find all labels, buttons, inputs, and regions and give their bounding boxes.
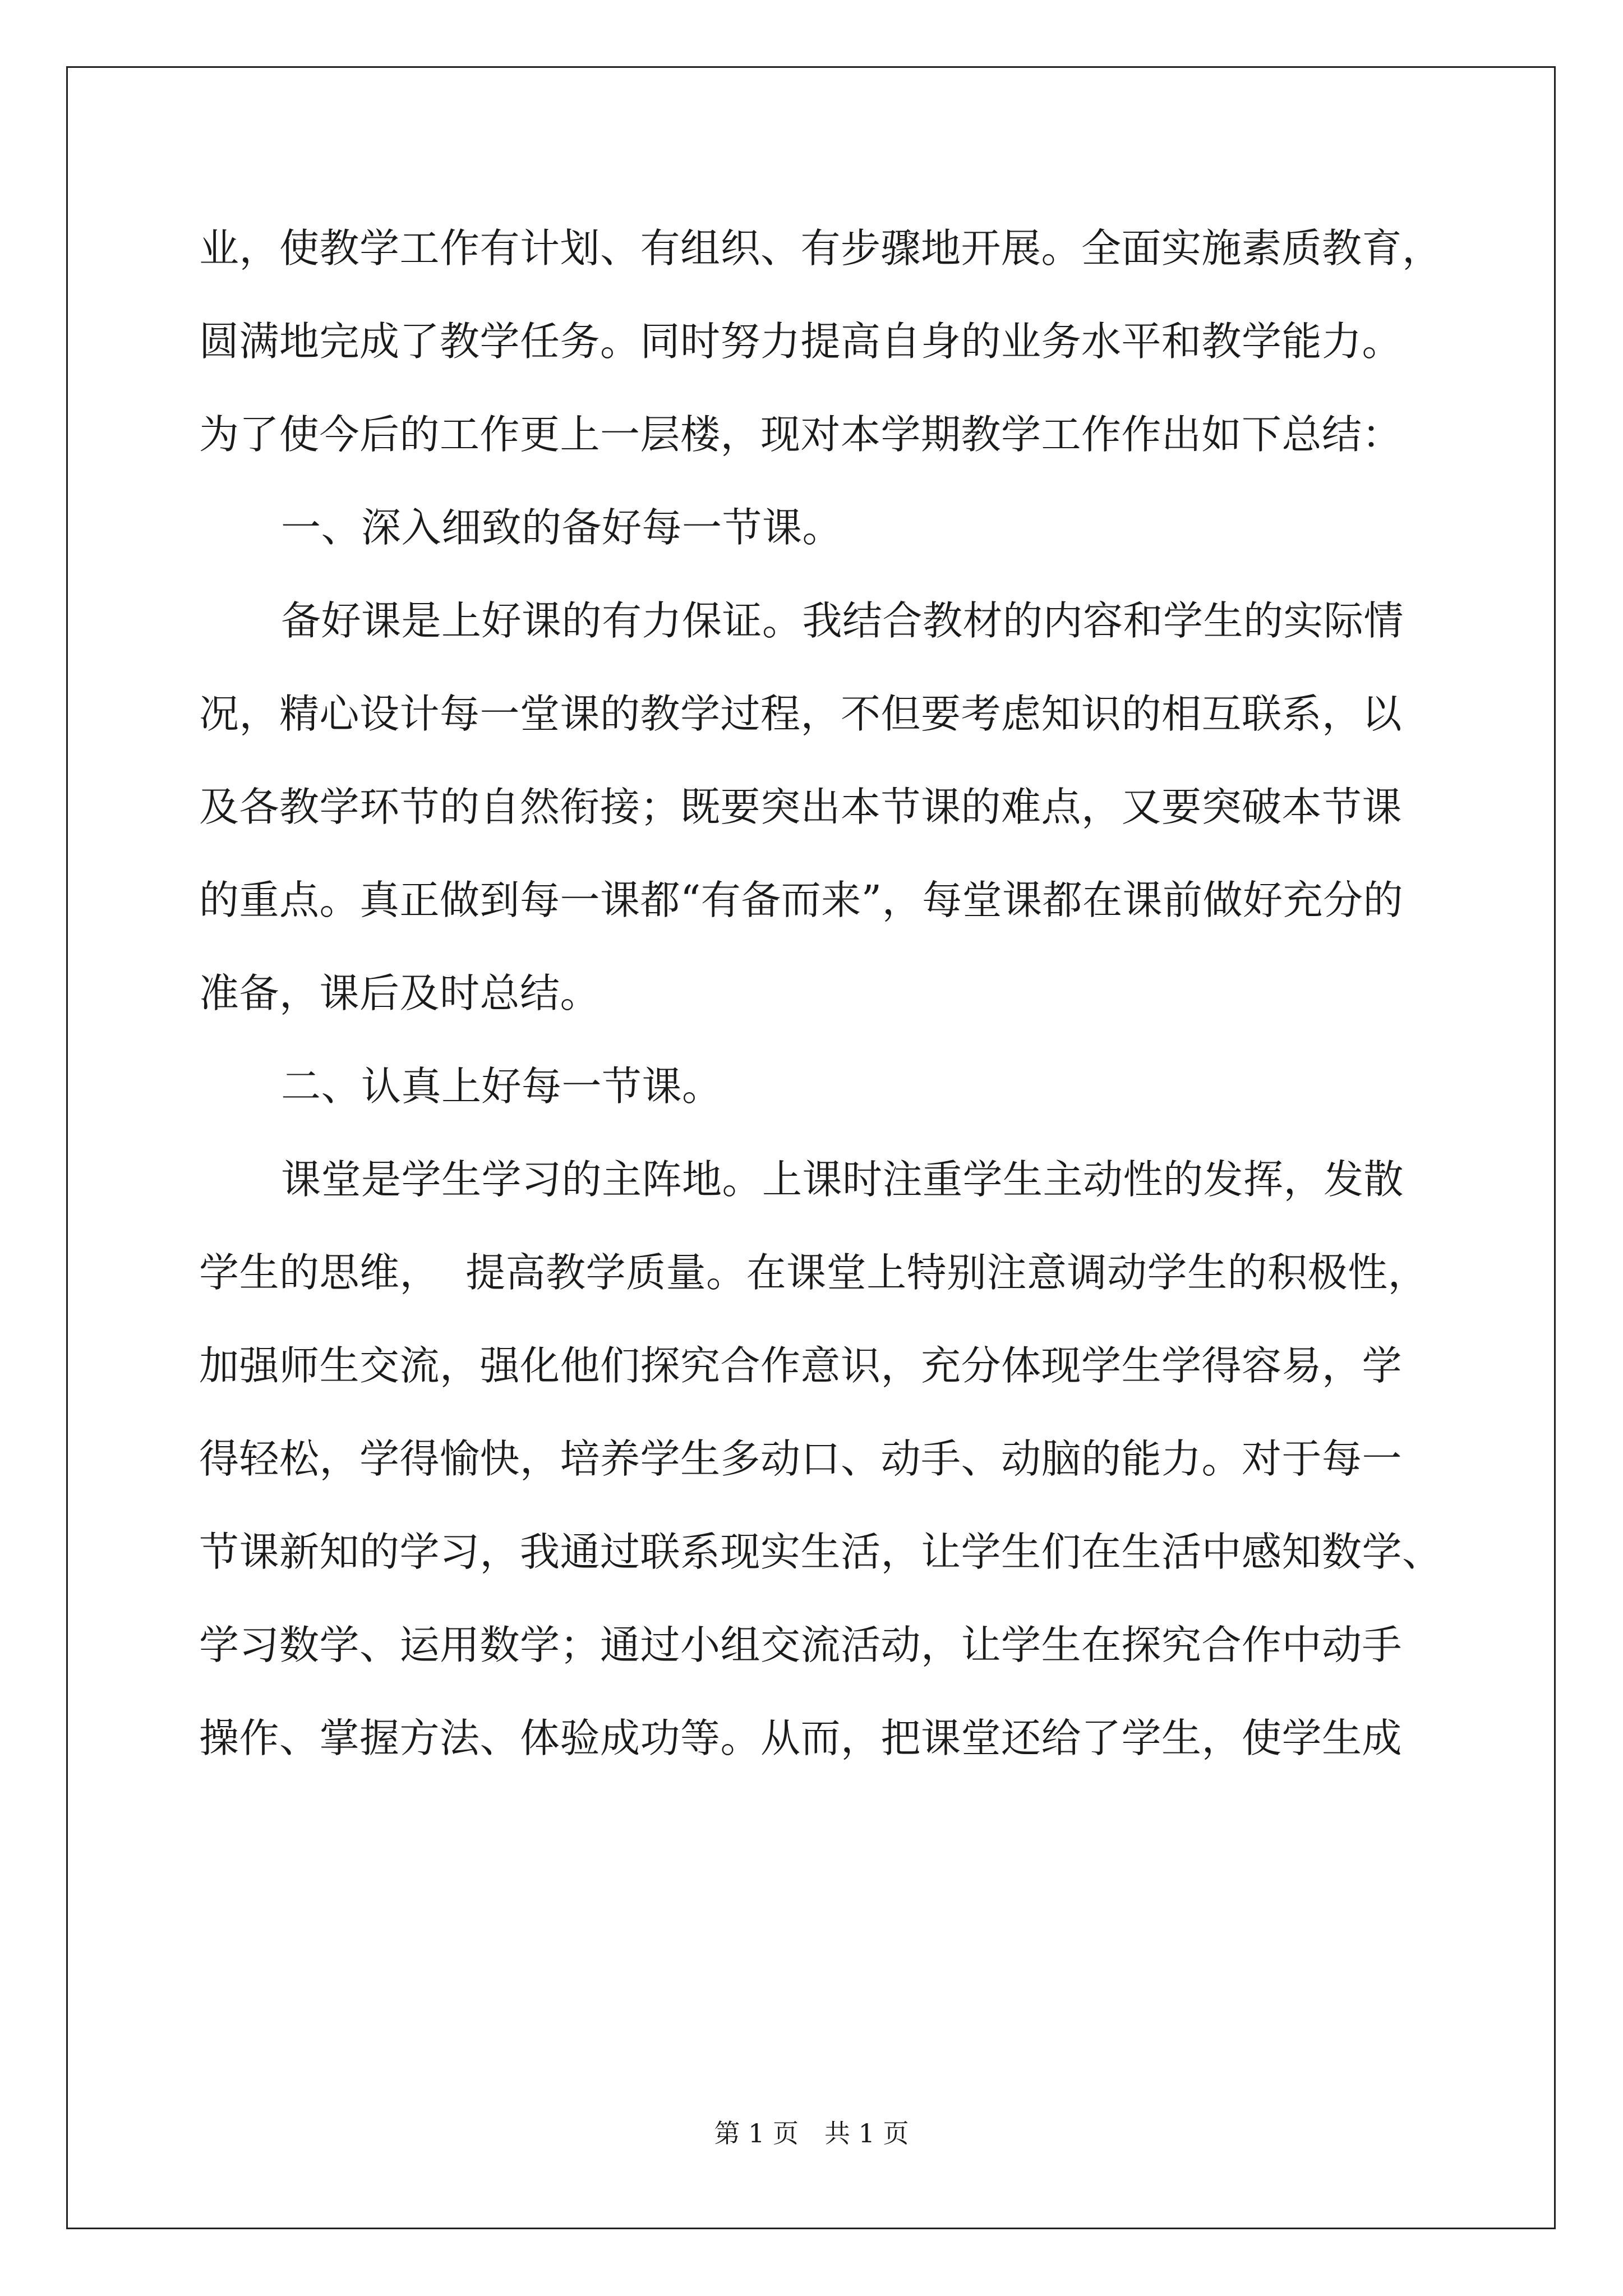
text-line: 及各教学环节的自然衔接；既要突出本节课的难点，又要突破本节课 <box>199 784 1403 830</box>
text-line: 学生的思维， 提高教学质量。在课堂上特别注意调动学生的积极性， <box>199 1249 1428 1296</box>
text-line: 为了使今后的工作更上一层楼，现对本学期教学工作作出如下总结： <box>199 411 1403 458</box>
document-body <box>199 202 1442 1785</box>
page-number-footer: 第 1 页 共 1 页 <box>714 2118 909 2148</box>
text-line: 节课新知的学习，我通过联系现实生活，让学生们在生活中感知数学、 <box>199 1529 1442 1575</box>
text-line: 圆满地完成了教学任务。同时努力提高自身的业务水平和教学能力。 <box>199 318 1403 365</box>
text-line: 的重点。真正做到每一课都“有备而来”，每堂课都在课前做好充分的 <box>199 877 1404 923</box>
text-line: 况，精心设计每一堂课的教学过程，不但要考虑知识的相互联系，以 <box>199 691 1403 737</box>
paragraph-first-line: 课堂是学生学习的主阵地。上课时注重学生主动性的发挥，发散 <box>281 1156 1404 1203</box>
text-line: 准备，课后及时总结。 <box>199 970 601 1016</box>
text-line: 业，使教学工作有计划、有组织、有步骤地开展。全面实施素质教育， <box>199 225 1442 272</box>
paragraph-first-line: 备好课是上好课的有力保证。我结合教材的内容和学生的实际情 <box>281 597 1404 644</box>
text-line: 学习数学、运用数学；通过小组交流活动，让学生在探究合作中动手 <box>199 1622 1403 1668</box>
text-line: 操作、掌握方法、体验成功等。从而，把课堂还给了学生，使学生成 <box>199 1715 1403 1761</box>
text-line: 加强师生交流，强化他们探究合作意识，充分体现学生学得容易，学 <box>199 1342 1403 1389</box>
section-heading: 二、认真上好每一节课。 <box>281 1063 722 1110</box>
text-line: 得轻松，学得愉快，培养学生多动口、动手、动脑的能力。对于每一 <box>199 1435 1403 1482</box>
section-heading: 一、深入细致的备好每一节课。 <box>281 504 843 551</box>
